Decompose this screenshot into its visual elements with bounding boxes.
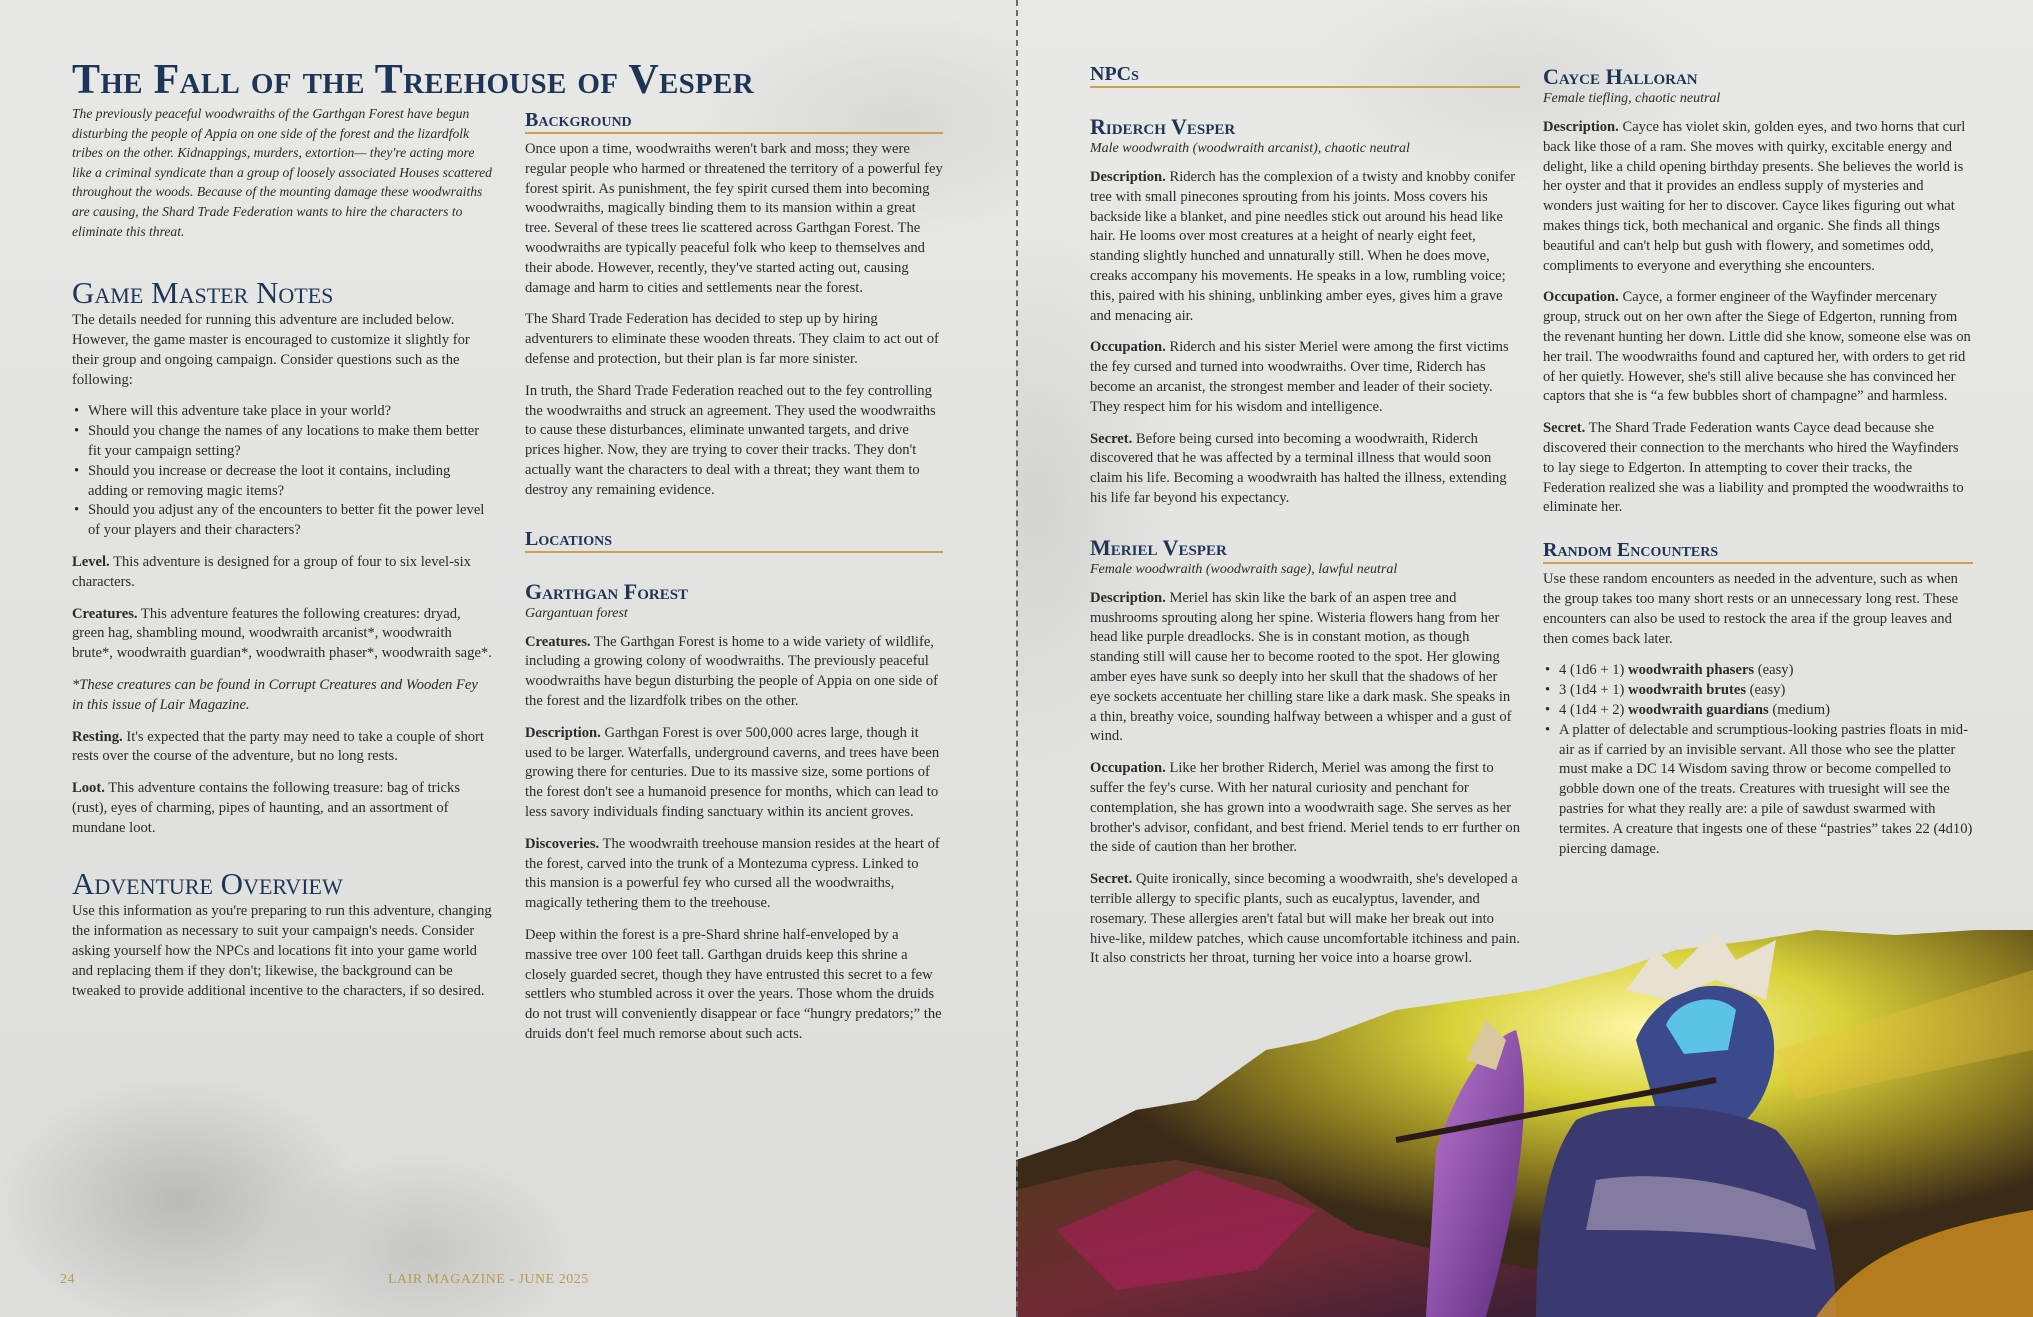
list-item <box>1559 661 1973 681</box>
encounters-list <box>1543 661 1973 859</box>
left-page <box>0 0 1016 1317</box>
woodwraith-illustration <box>1016 930 2033 1317</box>
meriel-description <box>1090 589 1520 747</box>
creatures-label: Creatures. <box>72 605 138 622</box>
cayce-description-label: Description. <box>1543 119 1619 135</box>
meriel-name: Meriel Vesper <box>1090 534 1227 560</box>
encounter-creature: woodwraith phasers <box>1628 662 1755 679</box>
npcs-heading: NPCs <box>1090 62 1520 88</box>
list-item: • Should you adjust any of the encounters to better fit the power level of your players and their characters? <box>88 501 492 541</box>
meriel-description-text: Meriel has skin like the bark of an aspen tree and mushrooms sprouting along her spine. Wisteria flowers hang from her head like purple dreadlocks. She is in constant motion, as though standing still will cause her to become rooted to the spot. Her glowing amber eyes have sunk so deeply into her skull that the shadows of her eye sockets accentuate her chilling stare like a dark mask. She speaks in a thin, breathy voice, sounding halfway between a whisper and a gust of wind. <box>1090 589 1512 745</box>
forest-discoveries-label: Discoveries. <box>525 835 600 852</box>
page-gutter <box>1016 0 1018 1317</box>
riderch-description <box>1090 168 1520 326</box>
forest-description-text: Garthgan Forest is over 500,000 acres large, though it used to be larger. Waterfalls, underground caverns, and trees have been growing there for centuries. Due to its massive size, some portions of the forest don't see a humanoid presence for months, which can lead to less savory individuals finding sanctuary within its ancient groves. <box>525 724 940 820</box>
loot-text: This adventure contains the following treasure: bag of tricks (rust), eyes of charming, pipes of haunting, and an assortment of mundane loot. <box>72 780 460 836</box>
gm-notes-list <box>72 402 492 541</box>
cayce-secret <box>1543 419 1973 518</box>
riderch-secret-label: Secret. <box>1090 430 1133 447</box>
forest-creatures-paragraph <box>525 633 943 712</box>
meriel-secret-label: Secret. <box>1090 871 1133 888</box>
creatures-paragraph <box>72 605 492 664</box>
overview-heading: Adventure Overview <box>72 866 343 902</box>
meriel-occupation-text: Like her brother Riderch, Meriel was among the first to suffer the fey's curse. With her natural curiosity and penchant for contemplation, she has grown into a woodwraith sage. She serves as her brother's advisor, confidant, and best friend. Meriel tends to err further on the side of caution than her brother. <box>1090 760 1520 856</box>
cayce-secret-label: Secret. <box>1543 420 1586 437</box>
background-paragraph-2: The Shard Trade Federation has decided to step up by hiring adventurers to eliminate these wooden threats. They claim to act out of defense and protection, but their plan is far more sinister. <box>525 311 939 367</box>
list-item <box>1559 701 1973 721</box>
cayce-name: Cayce Halloran <box>1543 64 1698 89</box>
riderch-occupation <box>1090 338 1520 417</box>
locations-heading: Locations <box>525 527 943 553</box>
meriel-occupation-label: Occupation. <box>1090 760 1166 777</box>
riderch-name: Riderch Vesper <box>1090 114 1236 139</box>
adventure-title: The Fall of the Treehouse of Vesper <box>72 57 754 103</box>
riderch-description-label: Description. <box>1090 169 1166 185</box>
forest-discoveries-paragraph <box>525 835 943 914</box>
encounter-count: 3 (1d4 + 1) <box>1559 682 1629 699</box>
meriel-description-label: Description. <box>1090 589 1166 606</box>
encounter-creature: woodwraith brutes <box>1628 682 1746 699</box>
riderch-occupation-text: Riderch and his sister Meriel were among the first victims the fey cursed and turned into woodwraiths. Over time, Riderch has become an arcanist, the strongest member and leader of their society. They respect him for his wisdom and intelligence. <box>1090 339 1509 415</box>
background-paragraph-1: Once upon a time, woodwraiths weren't bark and moss; they were regular people who harmed or threatened the territory of a powerful fey forest spirit. As punishment, the fey spirit cursed them into becoming woodwraiths, magically binding them to its mansion within a great tree. Several of these trees lie scattered across Garthgan Forest. The woodwraiths are typically peaceful folk who keep to themselves and their abode. However, recently, they've started acting out, causing damage and harm to cities and settlements near the forest. <box>525 141 943 296</box>
cayce-subtitle: Female tiefling, chaotic neutral <box>1543 91 1721 106</box>
meriel-occupation <box>1090 759 1520 858</box>
right-column-1 <box>1090 62 1520 981</box>
level-text: This adventure is designed for a group of four to six level-six characters. <box>72 553 471 590</box>
intro-text: The previously peaceful woodwraiths of the Garthgan Forest have begun disturbing the people of Appia on one side of the forest and the lizardfolk tribes on the other. Kidnappings, murders, extortion— they're acting more like a criminal syndicate than a group of loosely associated Houses scattered throughout the woods. Because of the mounting damage these woodwraiths are causing, the Shard Trade Federation wants to hire the characters to eliminate this threat. <box>72 106 492 239</box>
cayce-occupation <box>1543 288 1973 407</box>
resting-paragraph <box>72 728 492 768</box>
level-paragraph <box>72 553 492 593</box>
list-item: • Where will this adventure take place in your world? <box>88 402 492 422</box>
cayce-occupation-label: Occupation. <box>1543 289 1619 306</box>
encounters-paragraph: Use these random encounters as needed in the adventure, such as when the group takes too many short rests or an unnecessary long rest. These encounters can also be used to restock the area if the group leaves and then comes back later. <box>1543 571 1959 647</box>
loot-paragraph <box>72 779 492 838</box>
encounter-count: 4 (1d6 + 1) <box>1559 662 1629 679</box>
background-heading: Background <box>525 108 943 134</box>
level-label: Level. <box>72 553 110 570</box>
cayce-secret-text: The Shard Trade Federation wants Cayce dead because she discovered their connection to the merchants who hired the Wayfinders to lay siege to Edgerton. In attempting to cover their tracks, the Federation realized she was a liability and prompted the woodwraiths to eliminate her. <box>1543 420 1964 516</box>
forest-creatures-label: Creatures. <box>525 633 591 650</box>
list-item: • A platter of delectable and scrumptious-looking pastries floats in mid-air as if carried by an invisible servant. All those who see the platter must make a DC 14 Wisdom saving throw or become compelled to gobble down one of the treats. Creatures with truesight will see the pastries for what they really are: a pile of sawdust swarmed with termites. A creature that ingests one of these “pastries” takes 22 (4d10) piercing damage. <box>1559 721 1973 860</box>
riderch-description-text: Riderch has the complexion of a twisty and knobby conifer tree with small pinecones sprouting from his joints. Moss covers his backside like a blanket, and pine needles stick out around his head like hair. He looms over most creatures at a height of nearly eight feet, standing slightly hunched and unnaturally still. When he does move, creaks accompany his movements. He speaks in a low, rumbling voice; this, paired with his shining, unblinking amber eyes, gives him a grave and menacing air. <box>1090 169 1516 324</box>
forest-description-label: Description. <box>525 724 601 741</box>
meriel-secret-text: Quite ironically, since becoming a woodwraith, she's developed a terrible allergy to specific plants, such as eucalyptus, lavender, and rosemary. These allergies aren't fatal but will make her break out into hive-like, mildew patches, which cause uncomfortable itchiness and pain. It also constricts her throat, turning her voice into a hoarse growl. <box>1090 871 1520 967</box>
riderch-occupation-label: Occupation. <box>1090 339 1166 356</box>
magazine-footer: LAIR MAGAZINE - JUNE 2025 <box>388 1272 589 1287</box>
forest-description-paragraph <box>525 724 943 823</box>
creatures-footnote: *These creatures can be found in Corrupt Creatures and Wooden Fey in this issue of Lair Magazine. <box>72 676 478 713</box>
right-column-2 <box>1543 64 1973 871</box>
resting-text: It's expected that the party may need to take a couple of short rests over the course of the adventure, but no long rests. <box>72 728 484 765</box>
encounter-level: (easy) <box>1754 662 1794 679</box>
gm-notes-paragraph: The details needed for running this adventure are included below. However, the game master is encouraged to customize it slightly for their group and ongoing campaign. Consider questions such as the following: <box>72 312 470 388</box>
list-item <box>1559 681 1973 701</box>
overview-paragraph: Use this information as you're preparing to run this adventure, changing the information as necessary to suit your campaign's needs. Consider asking yourself how the NPCs and locations fit into your game world and replacing them if they don't; likewise, the background can be tweaked to provide additional incentive to the characters, if so desired. <box>72 903 492 999</box>
riderch-subtitle: Male woodwraith (woodwraith arcanist), chaotic neutral <box>1090 141 1410 156</box>
left-column-1 <box>72 104 492 1013</box>
creatures-text: This adventure features the following creatures: dryad, green hag, shambling mound, woodwraith arcanist*, woodwraith brute*, woodwraith guardian*, woodwraith phaser*, woodwraith sage*. <box>72 605 492 662</box>
forest-shrine-paragraph: Deep within the forest is a pre-Shard shrine half-enveloped by a massive tree over 100 feet tall. Garthgan druids keep this shrine a closely guarded secret, though they have entrusted this secret to a few settlers who stumbled across it over the years. Those whom the druids do not trust will conveniently disappear or face “hungry predators;” the druids don't feel much remorse about such acts. <box>525 926 942 1042</box>
garthgan-forest-heading: Garthgan Forest <box>525 578 689 604</box>
gm-notes-heading: Game Master Notes <box>72 275 334 311</box>
forest-creatures-text: The Garthgan Forest is home to a wide variety of wildlife, including a growing colony of woodwraiths. The previously peaceful woodwraiths have begun disturbing the people of Appia on one side of the forest and the lizardfolk tribes on the other. <box>525 633 938 709</box>
encounter-level: (medium) <box>1768 701 1830 718</box>
riderch-secret <box>1090 430 1520 509</box>
riderch-secret-text: Before being cursed into becoming a woodwraith, Riderch discovered that he was affected by a terminal illness that would soon claim his life. Becoming a woodwraith has halted the illness, extending his life far beyond his expectancy. <box>1090 430 1507 506</box>
cayce-occupation-text: Cayce, a former engineer of the Wayfinder mercenary group, struck out on her own after the Siege of Edgerton, running from the revenant hunting her down. Little did she know, someone else was on her trail. The woodwraiths found and captured her, with orders to get rid of her quietly. However, she's still alive because she has convinced her captors that she is “a few bubbles short of champagne” and harmless. <box>1543 289 1971 405</box>
loot-label: Loot. <box>72 780 105 797</box>
random-encounters-heading: Random Encounters <box>1543 538 1973 564</box>
resting-label: Resting. <box>72 728 123 745</box>
forest-discoveries-text: The woodwraith treehouse mansion resides at the heart of the forest, carved into the trunk of a Montezuma cypress. Linked to this mansion is a powerful fey who cursed all the woodwraiths, magically tethering them to the treehouse. <box>525 835 940 912</box>
encounter-creature: woodwraith guardians <box>1628 701 1769 718</box>
encounter-level: (easy) <box>1746 682 1786 699</box>
list-item: • Should you increase or decrease the loot it contains, including adding or removing magic items? <box>88 462 492 502</box>
encounter-count: 4 (1d4 + 2) <box>1559 701 1629 718</box>
page-number: 24 <box>60 1272 75 1287</box>
list-item: • Should you change the names of any locations to make them better fit your campaign setting? <box>88 422 492 462</box>
meriel-subtitle: Female woodwraith (woodwraith sage), lawful neutral <box>1090 561 1398 577</box>
cayce-description <box>1543 118 1973 276</box>
cayce-description-text: Cayce has violet skin, golden eyes, and two horns that curl back like those of a ram. She moves with quirky, excitable energy and delight, like a child opening birthday presents. She believes the world is her oyster and that it provides an endless supply of mysteries and wonders just waiting for her to discover. Cayce likes figuring out what makes things tick, both mechanical and organic. She finds all things beautiful and can't help but gush with flowery, and sometimes odd, compliments to everyone and everything she encounters. <box>1543 119 1966 274</box>
garthgan-forest-subtitle: Gargantuan forest <box>525 605 628 621</box>
left-column-2 <box>525 108 943 1057</box>
background-paragraph-3: In truth, the Shard Trade Federation reached out to the fey controlling the woodwraiths and struck an agreement. They used the woodwraiths to cause these disturbances, eliminate unwanted targets, and drive prices higher. Now, they are trying to cover their tracks. They don't actually want the characters to deal with a threat; they want them to destroy any remaining evidence. <box>525 382 936 498</box>
